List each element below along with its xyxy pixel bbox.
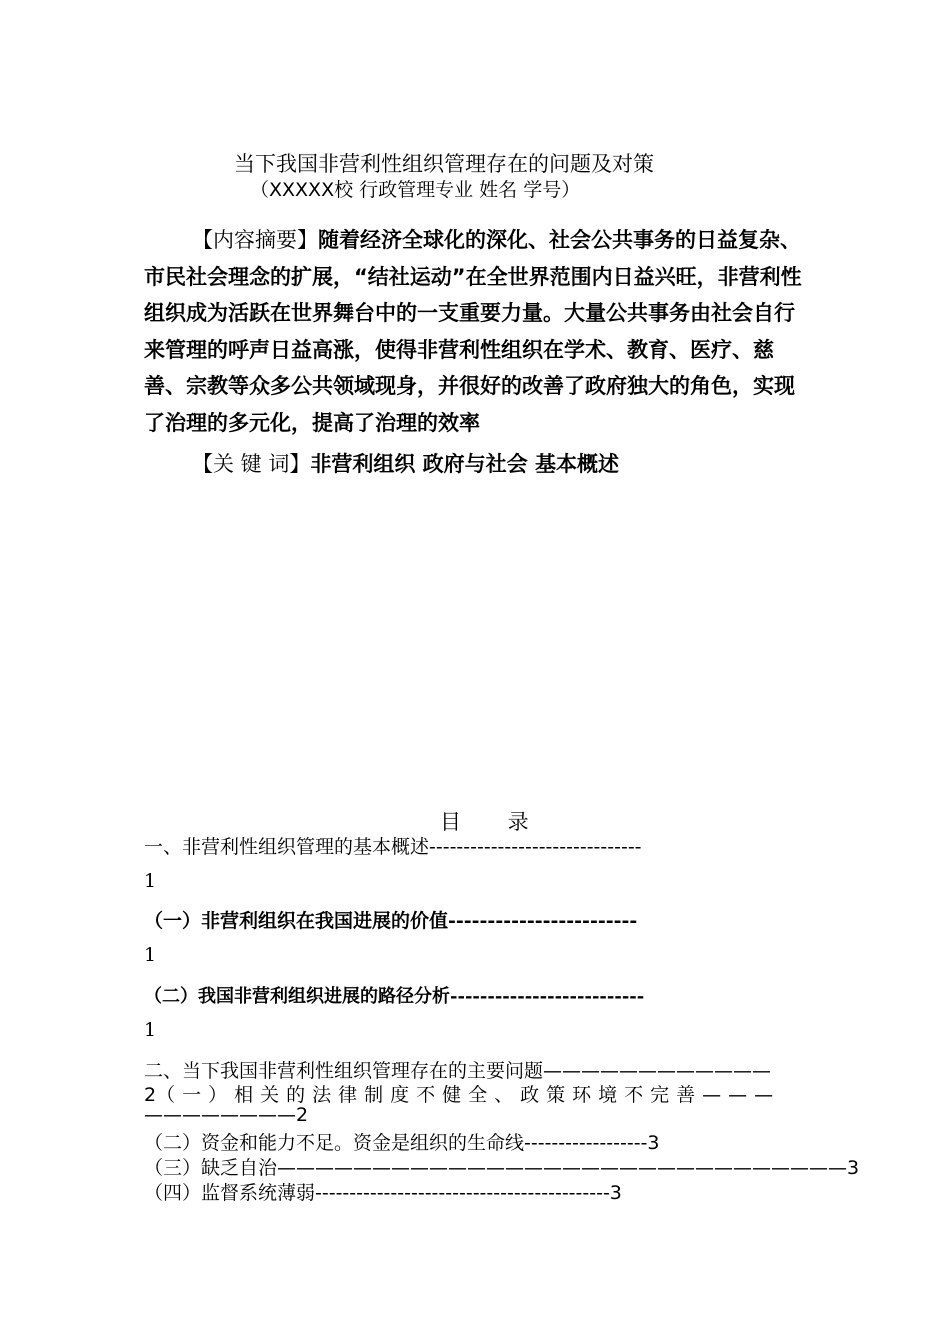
toc-entry-2[interactable]: （一）非营利组织在我国进展的价值------------------------ (144, 910, 638, 932)
toc-entry-3[interactable]: （二）我国非营利组织进展的路径分析-------------------------- (144, 986, 645, 1007)
toc-page-4: 2 (144, 1084, 157, 1106)
toc-entry-7[interactable]: （三）缺乏自治——————————————————————————————3 (144, 1157, 860, 1179)
document-title: 当下我国非营利性组织管理存在的问题及对策 (234, 152, 654, 176)
keywords-text: 非营利组织 政府与社会 基本概述 (310, 452, 619, 476)
toc-entry-8[interactable]: （四）监督系统薄弱-------------------------------------------3 (144, 1182, 622, 1204)
toc-entry-6[interactable]: （二）资金和能力不足。资金是组织的生命线------------------3 (144, 1132, 660, 1154)
toc-entry-1[interactable]: 一、非营利性组织管理的基本概述------------------------------- (144, 836, 642, 858)
abstract-label: 【内容摘要】 (192, 228, 318, 252)
keywords-label: 【关 键 词】 (192, 452, 311, 476)
toc-page-3: 1 (144, 1019, 157, 1041)
toc-entry-5-line[interactable] (144, 1080, 780, 1107)
toc-entry-5: （一）相关的法律制度不健全、政策环境不完善——— (156, 1084, 781, 1106)
toc-page-1: 1 (144, 870, 157, 892)
toc-page-2: 1 (144, 944, 157, 966)
toc-title: 目 录 (440, 810, 549, 834)
toc-entry-4[interactable]: 二、当下我国非营利性组织管理存在的主要问题———————————— (144, 1060, 772, 1082)
abstract-paragraph (144, 222, 814, 441)
keywords-line (192, 448, 619, 478)
abstract-text: 随着经济全球化的深化、社会公共事务的日益复杂、市民社会理念的扩展，“结社运动”在全世界范围内日益兴旺，非营利性组织成为活跃在世界舞台中的一支重要力量。大量公共事务由社会自行来管理的呼声日益高涨，使得非营利性组织在学术、教育、医疗、慈善、宗教等众多公共领域现身，并很好的改善了政府独大的角色，实现了治理的多元化，提高了治理的效率 (144, 228, 802, 435)
document-subtitle: （XXXXX校 行政管理专业 姓名 学号） (250, 179, 581, 201)
toc-entry-5-cont: ————————2 (144, 1104, 309, 1126)
